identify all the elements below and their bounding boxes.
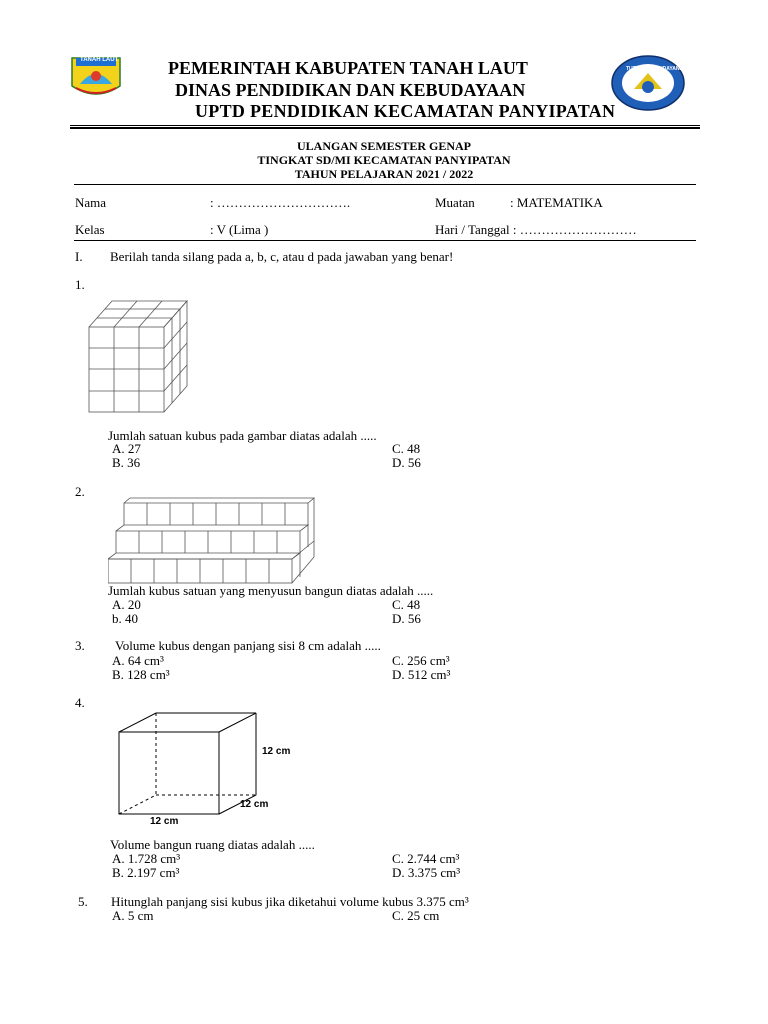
section-instruction: Berilah tanda silang pada a, b, c, atau d pada jawaban yang benar! (110, 249, 454, 264)
question-5-number: 5. (78, 894, 88, 909)
question-2-option-b: b. 40 (112, 611, 138, 626)
question-2-option-a: A. 20 (112, 597, 141, 612)
question-3-option-c: C. 256 cm³ (392, 653, 450, 668)
question-5-option-a: A. 5 cm (112, 908, 154, 923)
divider-bottom (74, 240, 696, 241)
question-3-number: 3. (75, 638, 85, 653)
question-4-option-c: C. 2.744 cm³ (392, 851, 460, 866)
muatan-label: Muatan (435, 195, 475, 210)
cube-figure-1 (88, 300, 192, 419)
question-2-text: Jumlah kubus satuan yang menyusun bangun diatas adalah ..... (108, 583, 434, 598)
header-rule-thick (70, 127, 700, 129)
hari-tanggal: Hari / Tanggal : ……………………… (435, 222, 637, 237)
kelas-label: Kelas (75, 222, 105, 237)
cube-figure-2 (108, 497, 320, 590)
question-3-option-a: A. 64 cm³ (112, 653, 164, 668)
question-2-number: 2. (75, 484, 85, 499)
section-number: I. (75, 249, 83, 264)
question-1-option-d: D. 56 (392, 455, 421, 470)
question-4-number: 4. (75, 695, 85, 710)
divider-top (74, 184, 696, 185)
header-line-3: UPTD PENDIDIKAN KECAMATAN PANYIPATAN (195, 101, 616, 121)
header-rule (70, 125, 700, 126)
question-4-text: Volume bangun ruang diatas adalah ..... (110, 837, 315, 852)
question-2-option-c: C. 48 (392, 597, 421, 612)
exam-title-3: TAHUN PELAJARAN 2021 / 2022 (294, 167, 474, 181)
kelas-value: : V (Lima ) (210, 222, 269, 237)
question-1-option-b: B. 36 (112, 455, 141, 470)
question-4-option-b: B. 2.197 cm³ (112, 865, 180, 880)
question-4-option-a: A. 1.728 cm³ (112, 851, 181, 866)
question-1-option-c: C. 48 (392, 441, 421, 456)
question-1-number: 1. (75, 277, 85, 292)
question-5-text: Hitunglah panjang sisi kubus jika diketahui volume kubus 3.375 cm³ (111, 894, 469, 909)
question-3-option-d: D. 512 cm³ (392, 667, 451, 682)
edge-label-width: 12 cm (150, 816, 179, 827)
tut-wuri-handayani-logo (610, 55, 686, 111)
question-1-text: Jumlah satuan kubus pada gambar diatas adalah ..... (108, 428, 377, 443)
edge-label-depth: 12 cm (240, 799, 269, 810)
question-3-text: Volume kubus dengan panjang sisi 8 cm adalah ..... (115, 638, 381, 653)
question-2-option-d: D. 56 (392, 611, 421, 626)
header-line-2: DINAS PENDIDIKAN DAN KEBUDAYAAN (175, 80, 526, 100)
tut-wuri-handayani-text: TUT WURI HANDAYANI (626, 66, 681, 72)
question-4-option-d: D. 3.375 cm³ (392, 865, 461, 880)
exam-title-1: ULANGAN SEMESTER GENAP (296, 139, 472, 153)
header-line-1: PEMERINTAH KABUPATEN TANAH LAUT (168, 58, 528, 78)
cube-figure-4 (118, 712, 258, 821)
edge-label-height: 12 cm (262, 746, 291, 757)
nama-label: Nama (75, 195, 107, 210)
question-5-option-c: C. 25 cm (392, 908, 440, 923)
tanah-laut-logo-text: TANAH LAUT (80, 57, 119, 63)
question-1-option-a: A. 27 (112, 441, 141, 456)
muatan-value: : MATEMATIKA (510, 195, 603, 210)
question-3-option-b: B. 128 cm³ (112, 667, 170, 682)
exam-title-2: TINGKAT SD/MI KECAMATAN PANYIPATAN (257, 153, 511, 167)
nama-value: : …………………………. (210, 195, 351, 210)
